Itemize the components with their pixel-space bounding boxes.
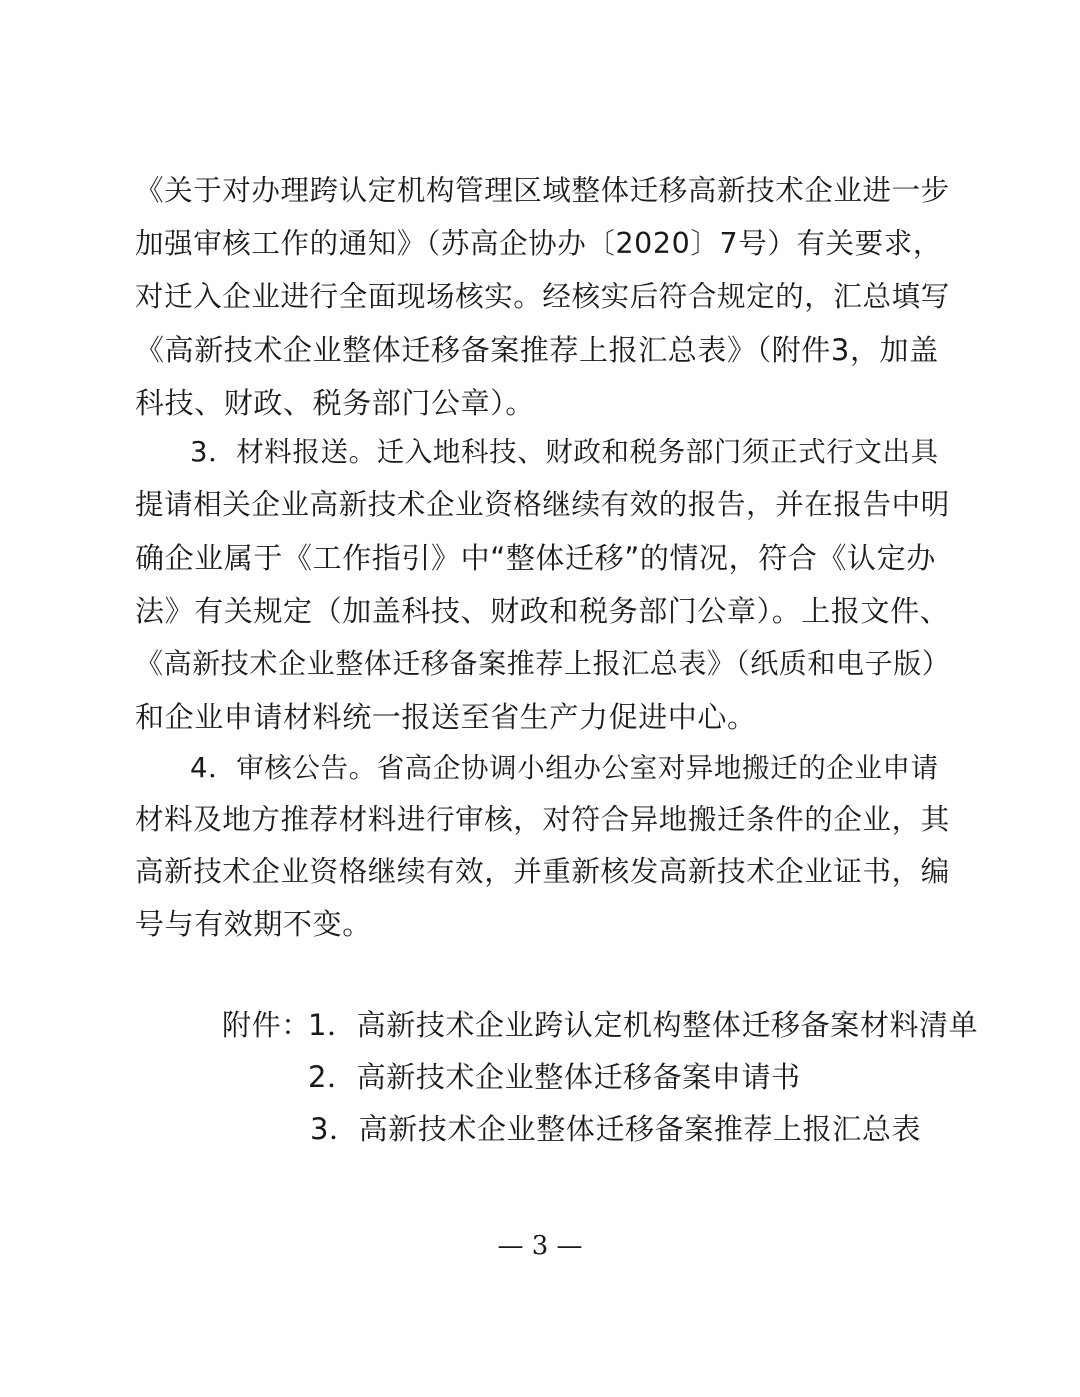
body-line: 确企业属于《工作指引》中“整体迁移”的情况，符合《认定办 (135, 541, 936, 575)
body-line: 《高新技术企业整体迁移备案推荐上报汇总表》（纸质和电子版） (135, 647, 951, 680)
page-number: — 3 — (497, 1231, 583, 1261)
body-line: 提请相关企业高新技术企业资格继续有效的报告，并在报告中明 (135, 488, 950, 521)
attachment-item-2: 2．高新技术企业整体迁移备案申请书 (308, 1060, 801, 1094)
body-line: 科技、财政、税务部门公章）。 (135, 386, 535, 420)
body-line: 《关于对办理跨认定机构管理区域整体迁移高新技术企业进一步 (135, 174, 950, 207)
paragraph-4-heading-line: 4．审核公告。省高企协调小组办公室对异地搬迁的企业申请 (190, 752, 939, 784)
attachment-item-1: 1．高新技术企业跨认定机构整体迁移备案材料清单 (308, 1008, 979, 1042)
body-line: 加强审核工作的通知》（苏高企协办〔2020〕7号）有关要求， (135, 227, 942, 260)
body-line: 法》有关规定（加盖科技、财政和税务部门公章）。上报文件、 (135, 594, 950, 628)
attachment-item-3: 3．高新技术企业整体迁移备案推荐上报汇总表 (310, 1112, 922, 1146)
attachments-label: 附件： (222, 1008, 311, 1042)
body-line: 高新技术企业资格继续有效，并重新核发高新技术企业证书，编 (135, 855, 950, 888)
body-line: 对迁入企业进行全面现场核实。经核实后符合规定的，汇总填写 (135, 280, 950, 313)
body-line: 《高新技术企业整体迁移备案推荐上报汇总表》（附件3，加盖 (135, 333, 939, 367)
paragraph-3-heading-line: 3．材料报送。迁入地科技、财政和税务部门须正式行文出具 (190, 436, 939, 468)
body-line: 材料及地方推荐材料进行审核，对符合异地搬迁条件的企业，其 (135, 803, 950, 836)
body-line: 号与有效期不变。 (135, 907, 372, 941)
body-line: 和企业申请材料统一报送至省生产力促进中心。 (135, 700, 757, 734)
